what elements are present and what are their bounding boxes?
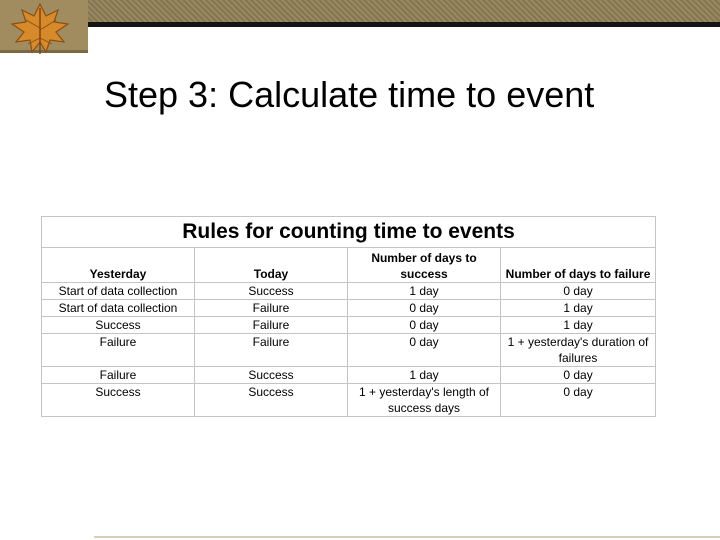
cell-today: Success	[195, 367, 348, 384]
table-row	[42, 300, 656, 317]
cell-yesterday: Success	[42, 384, 195, 417]
cell-today: Success	[195, 283, 348, 300]
cell-today: Failure	[195, 334, 348, 367]
table-header-row	[42, 248, 656, 283]
cell-days-to-failure: 1 + yesterday's duration of failures	[501, 334, 656, 367]
table-row	[42, 384, 656, 417]
cell-days-to-success: 1 day	[348, 283, 501, 300]
rules-table	[41, 216, 656, 417]
header-yesterday: Yesterday	[42, 248, 195, 283]
autumn-leaf-icon	[0, 0, 88, 56]
cell-yesterday: Success	[42, 317, 195, 334]
table-caption-row	[42, 217, 656, 248]
header-days-to-success: Number of days to success	[348, 248, 501, 283]
table-caption: Rules for counting time to events	[42, 217, 656, 248]
header-today: Today	[195, 248, 348, 283]
table-row	[42, 367, 656, 384]
cell-days-to-success: 1 + yesterday's length of success days	[348, 384, 501, 417]
cell-yesterday: Failure	[42, 367, 195, 384]
top-band-rule	[88, 22, 720, 27]
cell-days-to-success: 0 day	[348, 300, 501, 317]
cell-today: Failure	[195, 300, 348, 317]
cell-yesterday: Failure	[42, 334, 195, 367]
cell-days-to-failure: 0 day	[501, 283, 656, 300]
cell-days-to-failure: 1 day	[501, 300, 656, 317]
rules-table-container	[41, 216, 655, 420]
table-row	[42, 317, 656, 334]
header-days-to-failure: Number of days to failure	[501, 248, 656, 283]
cell-days-to-success: 0 day	[348, 317, 501, 334]
cell-today: Success	[195, 384, 348, 417]
bottom-decorative-rule	[94, 536, 720, 538]
cell-yesterday: Start of data collection	[42, 300, 195, 317]
cell-days-to-failure: 0 day	[501, 384, 656, 417]
cell-days-to-success: 1 day	[348, 367, 501, 384]
cell-days-to-failure: 0 day	[501, 367, 656, 384]
table-row	[42, 334, 656, 367]
cell-today: Failure	[195, 317, 348, 334]
slide-title: Step 3: Calculate time to event	[104, 74, 595, 115]
cell-days-to-failure: 1 day	[501, 317, 656, 334]
top-decorative-band	[88, 0, 720, 22]
cell-days-to-success: 0 day	[348, 334, 501, 367]
table-row	[42, 283, 656, 300]
cell-yesterday: Start of data collection	[42, 283, 195, 300]
